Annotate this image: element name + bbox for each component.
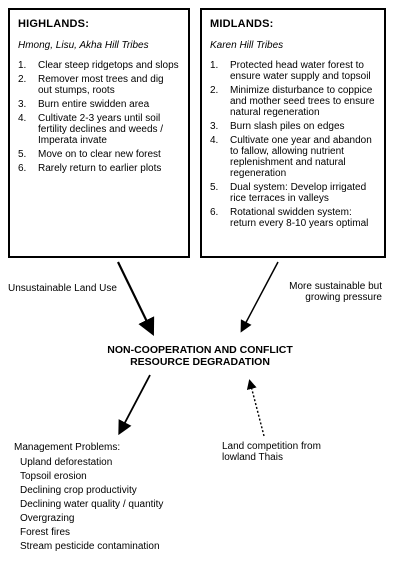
list-item: Upland deforestation (20, 457, 113, 468)
land-competition-label: Land competition from lowland Thais (222, 441, 321, 463)
central-heading-line2: RESOURCE DEGRADATION (130, 356, 270, 368)
midlands-subtitle: Karen Hill Tribes (210, 40, 284, 51)
arrow-highlands-to-center (118, 262, 152, 332)
arrow-midlands-to-center (242, 262, 278, 330)
list-item: 1. Clear steep ridgetops and slops (18, 60, 179, 71)
list-item: 2. Remover most trees and dig out stumps, roots (18, 74, 164, 96)
list-item: 2. Minimize disturbance to coppice and mother seed trees to ensure natural regeneration (210, 85, 375, 118)
list-item: 4. Cultivate one year and abandon to fallow, allowing nutrient replenishment and natural regeneration (210, 135, 372, 179)
list-item: Stream pesticide contamination (20, 541, 160, 552)
midlands-title: MIDLANDS: (210, 18, 274, 30)
list-item: 1. Protected head water forest to ensure water supply and topsoil (210, 60, 371, 82)
list-item: 3. Burn slash piles on edges (210, 121, 345, 132)
management-title: Management Problems: (14, 442, 121, 453)
list-item: 6. Rarely return to earlier plots (18, 163, 162, 174)
highlands-title: HIGHLANDS: (18, 18, 90, 30)
list-item: 5. Move on to clear new forest (18, 149, 161, 160)
arrow-center-to-management (120, 375, 150, 432)
sustainable-label: More sustainable but growing pressure (289, 281, 382, 303)
list-item: Topsoil erosion (20, 471, 87, 482)
list-item: 4. Cultivate 2-3 years until soil fertility declines and weeds / Imperata invate (18, 113, 164, 146)
list-item: 3. Burn entire swidden area (18, 99, 150, 110)
unsustainable-label: Unsustainable Land Use (8, 283, 117, 294)
arrow-land-competition-to-center (250, 382, 264, 436)
list-item: Declining water quality / quantity (20, 499, 164, 510)
highlands-subtitle: Hmong, Lisu, Akha Hill Tribes (18, 40, 149, 51)
list-item: 6. Rotational swidden system: return every 8-10 years optimal (210, 207, 369, 229)
list-item: Forest fires (20, 527, 71, 538)
list-item: Declining crop productivity (20, 485, 137, 496)
list-item: 5. Dual system: Develop irrigated rice terraces in valleys (210, 182, 367, 204)
list-item: Overgrazing (20, 513, 75, 524)
central-heading-line1: NON-COOPERATION AND CONFLICT (107, 344, 293, 356)
